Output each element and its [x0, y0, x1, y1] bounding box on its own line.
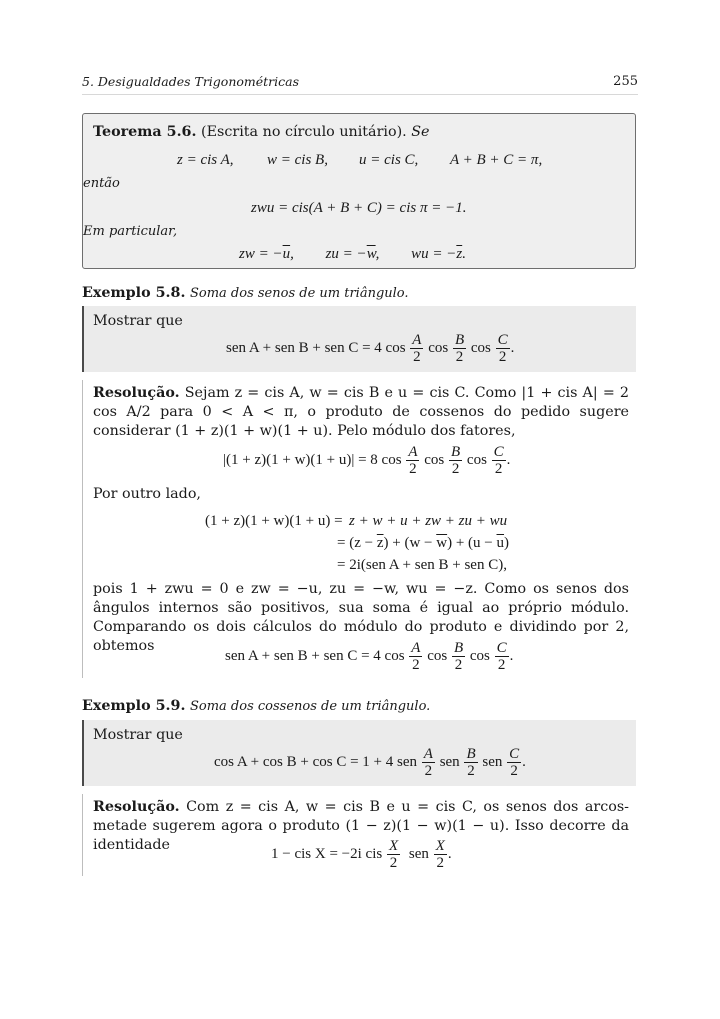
identity-equation: 1 − cis X = −2i cis $\frac{X}{2}$ sen $\frac{X}{2}$ . — [271, 838, 452, 871]
theorem-entao: então — [83, 176, 120, 191]
example-5-9-equation: cos A + cos B + cos C = 1 + 4 sen $\frac{A}{2}$ sen $\frac{B}{2}$ sen $\frac{C}{2}$ . — [214, 746, 526, 779]
running-header — [82, 74, 638, 95]
example-5-8-solution — [82, 380, 636, 678]
example-5-8-equation: sen A + sen B + sen C = 4 cos $\frac{A}{2}$ cos $\frac{B}{2}$ cos $\frac{C}{2}$ . — [226, 332, 515, 365]
por-outro-lado: Por outro lado, — [93, 486, 201, 502]
chapter-title: 5. Desigualdades Trigonométricas — [82, 74, 300, 89]
example-5-9-heading: Exemplo 5.9. Soma dos cossenos de um triângulo. — [82, 698, 431, 714]
theorem-hyp-3: u = cis C, — [359, 152, 419, 168]
mostrar-que: Mostrar que — [93, 313, 183, 329]
theorem-heading: Teorema 5.6. (Escrita no círculo unitário). Se — [93, 124, 430, 140]
theorem-eq1: zwu = cis(A + B + C) = cis π = −1. — [251, 200, 467, 216]
solution-paragraph-1: Resolução. Sejam z = cis A, w = cis B e u = cis C. Como |1 + cis A| = 2 cos A/2 para 0 < A < π, o produto de cossenos do pedido sugere considerar (1 + z)(1 + w)(1 + u). Pelo módulo dos fatores, — [93, 385, 630, 439]
solution-5-9-paragraph: Resolução. Com z = cis A, w = cis B e u = cis C, os senos dos arcos-metade sugerem agora o produto (1 − z)(1 − w)(1 − u). Isso decorre da identidade — [93, 799, 629, 853]
theorem-em-particular: Em particular, — [83, 224, 178, 239]
product-line-2: = $(z - \overline{z}) + (w - \overline{w}) + (u - \overline{u})$ — [337, 535, 510, 551]
theorem-hyp-2: w = cis B, — [267, 152, 328, 168]
product-line-1-rhs: z + w + u + zw + zu + wu — [349, 513, 508, 529]
modulus-equation: |(1 + z)(1 + w)(1 + u)| = 8 cos $\frac{A}{2}$ cos $\frac{B}{2}$ cos $\frac{C}{2}$ . — [223, 444, 511, 477]
product-line-1-lhs: (1 + z)(1 + w)(1 + u) = — [205, 513, 343, 529]
theorem-eq2: zw = $-\overline{u}$, zu = $-\overline{w}$, wu = $-\overline{z}$. — [239, 246, 466, 262]
example-5-9-solution — [82, 794, 636, 876]
solution-paragraph-2: pois 1 + zwu = 0 e zw = −u, zu = −w, wu = −z. Como os senos dos ângulos internos são positivos, sua soma é igual ao próprio módulo. Comparando os dois cálculos do módulo do produto e dividindo por 2, obtemos — [93, 581, 629, 654]
mostrar-que-2: Mostrar que — [93, 727, 183, 743]
theorem-hyp-1: z = cis A, — [177, 152, 234, 168]
example-5-8-statement — [82, 306, 636, 372]
example-5-8-final-equation: sen A + sen B + sen C = 4 cos $\frac{A}{2}$ cos $\frac{B}{2}$ cos $\frac{C}{2}$ . — [225, 640, 514, 673]
product-line-3: = 2i(sen A + sen B + sen C), — [337, 557, 507, 573]
page-number: 255 — [613, 74, 638, 89]
example-5-9-statement — [82, 720, 636, 786]
example-5-8-heading: Exemplo 5.8. Soma dos senos de um triângulo. — [82, 285, 409, 301]
theorem-box — [82, 113, 636, 269]
theorem-hyp-4: A + B + C = π, — [450, 152, 543, 168]
